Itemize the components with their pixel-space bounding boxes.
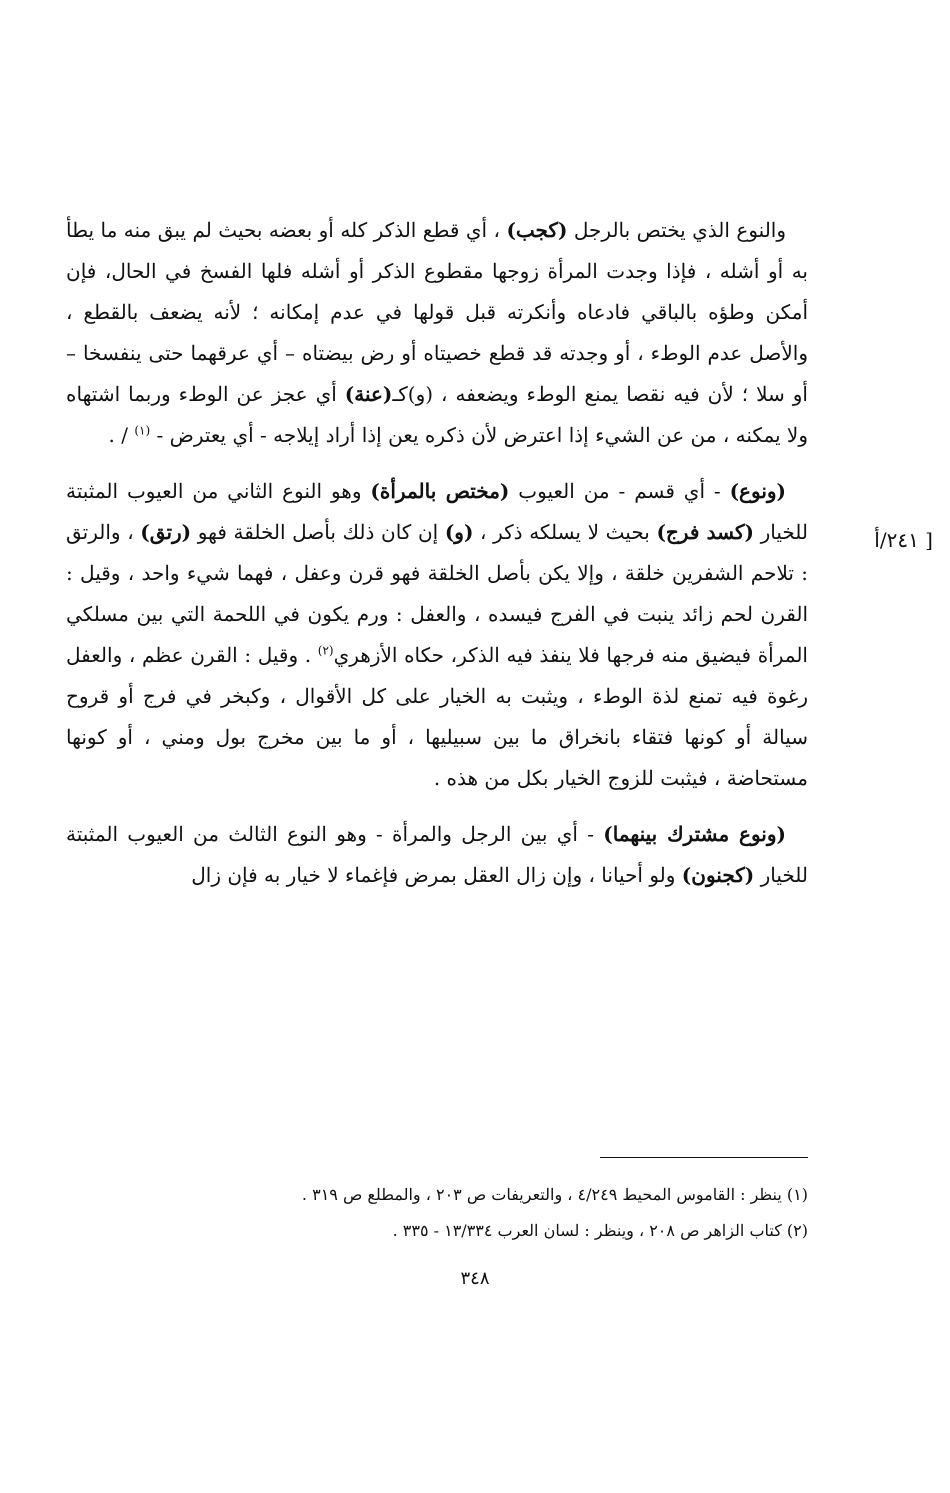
- text-run: إن كان ذلك بأصل الخلقة فهو: [191, 520, 445, 544]
- text-run: / .: [108, 423, 135, 447]
- text-run: وهو النوع الثاني من العيوب المثبتة للخيار: [66, 479, 809, 544]
- lemma-waw: (و): [444, 520, 474, 544]
- page-number: ٣٤٨: [460, 1268, 490, 1289]
- lemma-kasad-farj: (كسد فرج): [656, 520, 754, 544]
- footnote-2: (٢) كتاب الزاهر ص ٢٠٨ ، وينظر : لسان العرب ١٣/٣٣٤ - ٣٣٥ .: [392, 1221, 808, 1240]
- body-text: [66, 210, 808, 896]
- lemma-mukhtas-bil-marah: (مختص بالمرأة): [370, 479, 510, 503]
- footnote-1: (١) ينظر : القاموس المحيط ٤/٢٤٩ ، والتعريفات ص ٢٠٣ ، والمطلع ص ٣١٩ .: [301, 1185, 808, 1204]
- text-run: - أي قسم - من العيوب: [509, 479, 730, 503]
- text-run: - أي بين الرجل والمرأة - وهو النوع الثالث من العيوب المثبتة للخيار: [66, 822, 808, 887]
- text-run: أي عجز عن الوطء وربما اشتهاه ولا يمكنه ، من عن الشيء إذا اعترض لأن ذكره يعن إذا أراد إيلاجه - أي يعترض -: [66, 382, 808, 447]
- lemma-nawe-mushtarak: (ونوع مشترك بينهما): [603, 822, 786, 846]
- text-run: . وقيل : القرن عظم ، والعفل رغوة فيه تمنع لذة الوطء ، ويثبت به الخيار على كل الأقوال ، وكبخر في فرج أو قروح سيالة أو كونها فتقاء بانخراق ما بين سبيليها ، أو ما بين مخرج بول ومني ، أو كونها مستحاضة ، فيثبت للزوج الخيار بكل من هذه .: [66, 643, 808, 790]
- paragraph-shared-defects: [66, 814, 808, 896]
- footnotes: [66, 1177, 808, 1249]
- paragraph-kajb: [66, 210, 808, 456]
- text-run: ، والرتق : تلاحم الشفرين خلقة ، وإلا يكن بأصل الخلقة فهو قرن وعفل ، فهما شيء واحد ، وقيل : القرن لحم زائد ينبت في الفرج فيسده ، والعفل : ورم يكون في اللحمة التي بين مسلكي المرأة فيضيق منه فرجها فلا ينفذ فيه الذكر، حكاه الأزهري: [66, 520, 808, 667]
- paragraph-woman-defects: [66, 471, 808, 799]
- text-run: والنوع الذي يختص بالرجل: [567, 218, 787, 242]
- footnote-separator: [600, 1157, 808, 1158]
- lemma-ratq: (رتق): [140, 520, 192, 544]
- lemma-unna: (عنة): [344, 382, 393, 406]
- text-run: ، أي قطع الذكر كله أو بعضه بحيث لم يبق منه ما يطأ به أو أشله ، فإذا وجدت المرأة زوجها مقطوع الذكر أو أشله فلها الفسخ في الحال، فإن أمكن وطؤه بالباقي فادعاه وأنكرته قبل قولها في عدم إمكانه ؛ لأنه يضعف بالقطع ، والأصل عدم الوطء ، أو وجدته قد قطع خصيتاه أو رض بيضتاه – أي عرقهما حتى ينفسخا – أو سلا ؛ لأن فيه نقصا يمنع الوطء ويضعفه ، (و)كـ: [66, 218, 808, 406]
- text-run: بحيث لا يسلكه ذكر ،: [473, 520, 657, 544]
- margin-folio-note: [ ٢٤١/أ: [874, 528, 933, 552]
- footnote-ref-2: (٢): [317, 643, 334, 658]
- lemma-kajunun: (كجنون): [681, 863, 755, 887]
- lemma-kajb: (كجب): [506, 218, 568, 242]
- text-run: ولو أحيانا ، وإن زال العقل بمرض فإغماء لا خيار به فإن زال: [191, 863, 682, 887]
- footnote-ref-1: (١): [134, 423, 151, 438]
- lemma-nawe: (ونوع): [729, 479, 787, 503]
